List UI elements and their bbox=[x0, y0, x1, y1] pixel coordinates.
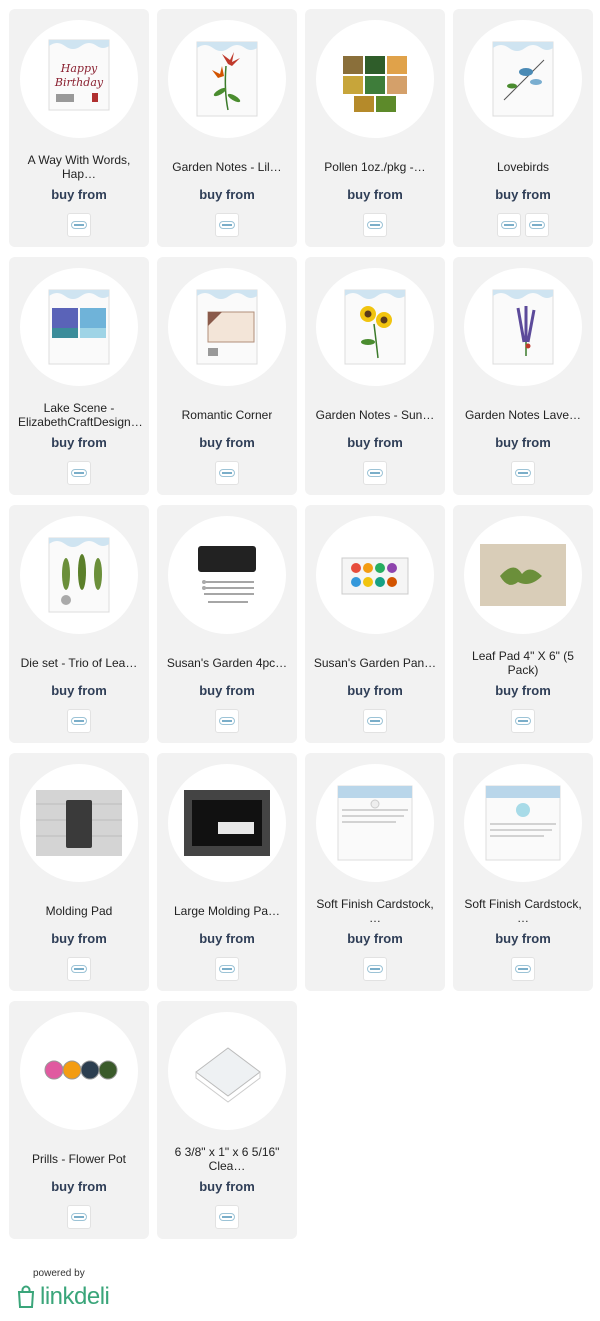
buy-from-link[interactable]: buy from bbox=[495, 187, 551, 202]
product-title-text: Lovebirds bbox=[496, 160, 550, 174]
buy-from-link[interactable]: buy from bbox=[199, 1179, 255, 1194]
product-image[interactable] bbox=[168, 1012, 286, 1130]
product-title-text: Garden Notes - Lil… bbox=[172, 160, 282, 174]
vendor-list bbox=[157, 213, 297, 237]
buy-from-link[interactable]: buy from bbox=[495, 683, 551, 698]
product-title-text: Soft Finish Cardstock, … bbox=[316, 897, 434, 925]
product-card[interactable] bbox=[9, 1001, 149, 1239]
product-card[interactable] bbox=[453, 9, 593, 247]
vendor-list bbox=[9, 461, 149, 485]
product-card[interactable] bbox=[453, 257, 593, 495]
vendor-logo-icon[interactable] bbox=[67, 957, 91, 981]
svg-text:Birthday: Birthday bbox=[54, 76, 104, 89]
vendor-logo-icon[interactable] bbox=[363, 213, 387, 237]
product-card[interactable] bbox=[305, 257, 445, 495]
product-title bbox=[459, 399, 587, 431]
vendor-logo-icon[interactable] bbox=[363, 957, 387, 981]
vendor-list bbox=[453, 957, 593, 981]
vendor-logo-icon[interactable] bbox=[67, 213, 91, 237]
vendor-logo-icon[interactable] bbox=[67, 1205, 91, 1229]
vendor-list bbox=[453, 213, 593, 237]
vendor-list bbox=[157, 709, 297, 733]
linkdeli-logo[interactable] bbox=[16, 1282, 109, 1312]
product-title bbox=[311, 895, 439, 927]
svg-text:Happy: Happy bbox=[60, 62, 98, 75]
buy-from-link[interactable]: buy from bbox=[495, 931, 551, 946]
product-title-text: Romantic Corner bbox=[181, 408, 273, 422]
footer bbox=[16, 1268, 136, 1318]
product-image[interactable] bbox=[464, 764, 582, 882]
buy-from-link[interactable]: buy from bbox=[347, 187, 403, 202]
product-title-text: Large Molding Pa… bbox=[173, 904, 281, 918]
product-title-text: Susan's Garden Pan… bbox=[313, 656, 437, 670]
buy-from-link[interactable]: buy from bbox=[347, 931, 403, 946]
vendor-logo-icon[interactable] bbox=[215, 461, 239, 485]
shopping-bag-icon bbox=[16, 1285, 36, 1309]
product-title-text: Garden Notes - Sun… bbox=[315, 408, 435, 422]
product-title bbox=[163, 647, 291, 679]
buy-from-link[interactable]: buy from bbox=[51, 435, 107, 450]
product-card[interactable] bbox=[9, 753, 149, 991]
product-image[interactable] bbox=[316, 268, 434, 386]
product-title bbox=[163, 151, 291, 183]
vendor-logo-icon[interactable] bbox=[525, 213, 549, 237]
brand-name: linkdeli bbox=[40, 1283, 110, 1310]
product-card[interactable] bbox=[305, 9, 445, 247]
vendor-list bbox=[453, 461, 593, 485]
product-title-text: 6 3/8" x 1" x 6 5/16" Clea… bbox=[174, 1145, 280, 1173]
powered-by-label: powered by bbox=[33, 1268, 85, 1279]
vendor-logo-icon[interactable] bbox=[511, 709, 535, 733]
vendor-list bbox=[9, 709, 149, 733]
product-card[interactable] bbox=[9, 257, 149, 495]
vendor-logo-icon[interactable] bbox=[215, 1205, 239, 1229]
vendor-list bbox=[9, 213, 149, 237]
vendor-list bbox=[157, 1205, 297, 1229]
product-image[interactable] bbox=[168, 764, 286, 882]
product-image[interactable] bbox=[168, 20, 286, 138]
product-image[interactable] bbox=[316, 516, 434, 634]
vendor-list bbox=[305, 461, 445, 485]
product-image[interactable] bbox=[316, 764, 434, 882]
product-title-text: Prills - Flower Pot bbox=[31, 1152, 126, 1166]
product-title-text: Garden Notes Lave… bbox=[464, 408, 582, 422]
product-title bbox=[15, 895, 143, 927]
product-title bbox=[311, 399, 439, 431]
product-title-text: Pollen 1oz./pkg -… bbox=[324, 160, 426, 174]
vendor-list bbox=[157, 957, 297, 981]
buy-from-link[interactable]: buy from bbox=[347, 683, 403, 698]
product-title bbox=[459, 151, 587, 183]
product-card[interactable] bbox=[305, 753, 445, 991]
product-card[interactable] bbox=[453, 505, 593, 743]
vendor-list bbox=[305, 709, 445, 733]
product-image[interactable] bbox=[464, 516, 582, 634]
product-image[interactable] bbox=[20, 268, 138, 386]
buy-from-link[interactable]: buy from bbox=[51, 1179, 107, 1194]
product-image[interactable] bbox=[20, 20, 138, 138]
vendor-logo-icon[interactable] bbox=[497, 213, 521, 237]
buy-from-link[interactable]: buy from bbox=[347, 435, 403, 450]
product-card[interactable] bbox=[157, 753, 297, 991]
product-title bbox=[311, 647, 439, 679]
vendor-logo-icon[interactable] bbox=[511, 461, 535, 485]
product-title-text: Die set - Trio of Lea… bbox=[20, 656, 138, 670]
vendor-logo-icon[interactable] bbox=[363, 461, 387, 485]
product-card[interactable] bbox=[157, 9, 297, 247]
vendor-logo-icon[interactable] bbox=[215, 957, 239, 981]
buy-from-link[interactable]: buy from bbox=[51, 931, 107, 946]
product-title bbox=[163, 399, 291, 431]
buy-from-link[interactable]: buy from bbox=[199, 683, 255, 698]
vendor-list bbox=[305, 957, 445, 981]
product-card[interactable] bbox=[157, 1001, 297, 1239]
product-image[interactable] bbox=[316, 20, 434, 138]
buy-from-link[interactable]: buy from bbox=[199, 435, 255, 450]
vendor-list bbox=[9, 957, 149, 981]
product-image[interactable] bbox=[20, 764, 138, 882]
vendor-logo-icon[interactable] bbox=[363, 709, 387, 733]
vendor-list bbox=[9, 1205, 149, 1229]
product-card[interactable] bbox=[157, 257, 297, 495]
product-title-text: Soft Finish Cardstock, … bbox=[464, 897, 582, 925]
product-image[interactable] bbox=[20, 516, 138, 634]
product-title bbox=[459, 895, 587, 927]
product-image[interactable] bbox=[464, 20, 582, 138]
product-title bbox=[15, 399, 143, 431]
product-title bbox=[163, 895, 291, 927]
vendor-list bbox=[157, 461, 297, 485]
buy-from-link[interactable]: buy from bbox=[51, 187, 107, 202]
product-title-text: A Way With Words, Hap… bbox=[27, 153, 131, 181]
product-title bbox=[15, 151, 143, 183]
product-title bbox=[163, 1143, 291, 1175]
product-image[interactable] bbox=[464, 268, 582, 386]
vendor-logo-icon[interactable] bbox=[215, 213, 239, 237]
product-card[interactable] bbox=[453, 753, 593, 991]
vendor-logo-icon[interactable] bbox=[67, 709, 91, 733]
buy-from-link[interactable]: buy from bbox=[495, 435, 551, 450]
vendor-logo-icon[interactable] bbox=[511, 957, 535, 981]
vendor-logo-icon[interactable] bbox=[67, 461, 91, 485]
buy-from-link[interactable]: buy from bbox=[51, 683, 107, 698]
buy-from-link[interactable]: buy from bbox=[199, 187, 255, 202]
vendor-list bbox=[305, 213, 445, 237]
product-title-text: Molding Pad bbox=[45, 904, 113, 918]
vendor-list bbox=[453, 709, 593, 733]
product-title bbox=[311, 151, 439, 183]
product-title-text: Susan's Garden 4pc… bbox=[166, 656, 288, 670]
product-image[interactable] bbox=[168, 516, 286, 634]
product-title-text: Lake Scene - ElizabethCraftDesigns. bbox=[17, 401, 141, 429]
product-image[interactable] bbox=[20, 1012, 138, 1130]
product-card[interactable] bbox=[9, 9, 149, 247]
product-card[interactable] bbox=[157, 505, 297, 743]
product-title bbox=[459, 647, 587, 679]
product-image[interactable] bbox=[168, 268, 286, 386]
product-card[interactable] bbox=[305, 505, 445, 743]
product-title-text: Leaf Pad 4" X 6" (5 Pack) bbox=[472, 649, 574, 677]
product-card[interactable] bbox=[9, 505, 149, 743]
buy-from-link[interactable]: buy from bbox=[199, 931, 255, 946]
vendor-logo-icon[interactable] bbox=[215, 709, 239, 733]
product-title bbox=[15, 647, 143, 679]
product-title bbox=[15, 1143, 143, 1175]
